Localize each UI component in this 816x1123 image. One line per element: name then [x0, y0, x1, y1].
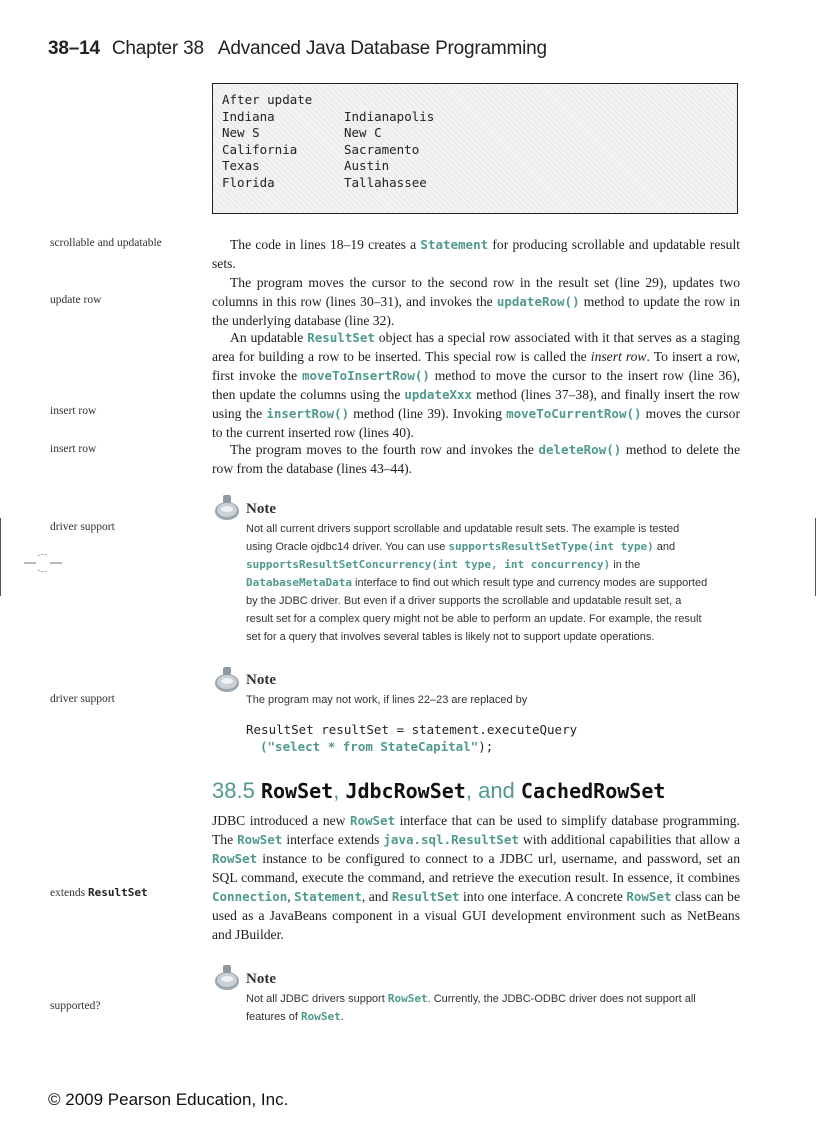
margin-note-scrollable: scrollable and updatable [50, 237, 162, 249]
paragraph-text: JDBC introduced a new [212, 813, 350, 828]
margin-note-extends-text: extends [50, 887, 86, 899]
inline-code: Statement [294, 889, 362, 904]
output-capital: New C [344, 125, 382, 140]
heading-code: RowSet [260, 779, 334, 803]
heading-text: , [333, 778, 346, 803]
output-row [222, 175, 434, 192]
paragraph-text: method to update the row in the underlying database (line 32). [212, 294, 741, 328]
inline-code: updateXxx [404, 387, 473, 402]
paragraph-text: The program moves to the fourth row and invokes the [230, 442, 539, 457]
inline-code: java.sql.ResultSet [383, 832, 519, 847]
inline-code: updateRow() [496, 294, 580, 309]
program-output-box [212, 83, 738, 214]
inline-code: RowSet [626, 889, 672, 904]
inline-code: RowSet [301, 1010, 341, 1023]
chapter-title: Advanced Java Database Programming [217, 38, 547, 59]
heading-code: CachedRowSet [520, 779, 666, 803]
running-header [48, 38, 547, 60]
inline-code: RowSet [212, 851, 258, 866]
paragraph-text: , [287, 889, 295, 904]
output-state: Texas [222, 158, 260, 173]
output-state: Indiana [222, 108, 275, 124]
inline-code: RowSet [349, 813, 396, 828]
output-capital: Indianapolis [344, 108, 435, 124]
code-block [246, 721, 577, 755]
paragraph-text: method (lines 37–38), and finally insert the row using the [212, 387, 740, 421]
output-row [222, 142, 434, 159]
note-icon [212, 664, 242, 694]
section-number: 38.5 [212, 778, 255, 803]
code-text: ); [478, 739, 494, 754]
paragraph-text: An updatable [230, 330, 308, 345]
inline-code: supportsResultSetConcurrency(int type, int concurrency) [246, 558, 611, 571]
margin-note-extends-code: ResultSet [88, 886, 148, 899]
paragraph [212, 273, 740, 330]
paragraph-text: into one interface. A concrete [459, 889, 627, 904]
heading-text: , and [465, 778, 521, 803]
paragraph-text: method (line 39). Invoking [349, 406, 507, 421]
inline-code: insertRow() [266, 406, 350, 421]
section-heading [212, 778, 665, 804]
inline-code: Connection [212, 889, 288, 904]
paragraph-text: The program moves the cursor to the second row in the result set (line 29), updates two columns in this row (lines 30–31), and invokes the [212, 275, 740, 309]
registration-mark-icon [22, 548, 66, 578]
margin-note-insert-row: insert row [50, 443, 97, 455]
paragraph [212, 235, 740, 273]
note-body [246, 520, 708, 646]
paragraph-text: , and [361, 889, 392, 904]
note-text: . [340, 1011, 344, 1023]
note-text: interface to find out which result type and currency modes are supported by the JDBC driver. But even if a driver supports the scrollable and updatable result set, a result set for a complex query might not be able to perform an update. For example, the result set for a query that involves several tables is likely not to support update operations. [246, 577, 708, 643]
code-string: ("select * from StateCapital" [260, 739, 479, 754]
emphasis-term: insert row [590, 349, 647, 364]
paragraph [212, 328, 740, 442]
paragraph-text: for producing scrollable and updatable result sets. [212, 237, 741, 271]
output-row [222, 109, 434, 126]
paragraph-text: interface extends [282, 832, 384, 847]
note-title: Note [246, 971, 276, 987]
note-title: Note [246, 501, 276, 517]
note-title: Note [246, 672, 276, 688]
output-title: After update [222, 92, 313, 107]
note-icon [212, 962, 242, 992]
paragraph-text: moves the cursor to the current inserted row (lines 40). [212, 406, 740, 440]
paragraph-text: with additional capabilities that allow a [518, 832, 740, 847]
inline-code: RowSet [237, 832, 283, 847]
paragraph-text: interface that can be used to simplify database programming. The [212, 813, 740, 847]
output-capital: Tallahassee [344, 174, 427, 190]
paragraph [212, 440, 740, 478]
note-text: Not all JDBC drivers support [246, 993, 388, 1005]
margin-note-insert-row: insert row [50, 405, 97, 417]
paragraph-text: method to move the cursor to the insert row (line 36), then update the columns using the [212, 368, 740, 402]
inline-code: moveToCurrentRow() [506, 406, 642, 421]
margin-note-update-row: update row [50, 294, 102, 306]
code-line [246, 738, 577, 755]
note-icon [212, 492, 242, 522]
output-row [222, 158, 434, 175]
paragraph-text: . To insert a row, first invoke the [212, 349, 740, 383]
output-row [222, 125, 434, 142]
margin-note-driver-support: driver support [50, 693, 115, 705]
output-state: New S [222, 125, 260, 140]
note-body: The program may not work, if lines 22–23 are replaced by [246, 694, 528, 706]
code-line: ResultSet resultSet = statement.executeQuery [246, 722, 578, 737]
inline-code: supportsResultSetType(int type) [448, 540, 654, 553]
note-body [246, 990, 708, 1026]
paragraph-text: class can be used as a JavaBeans component in a visual GUI development environment such as NetBeans and JBuilder. [212, 889, 741, 942]
note-text: and [653, 541, 676, 553]
margin-note-driver-support: driver support [50, 521, 115, 533]
paragraph-text: The code in lines 18–19 creates a [230, 237, 421, 252]
inline-code: Statement [420, 237, 489, 252]
output-state: California [222, 141, 298, 157]
crop-mark-left [0, 518, 1, 596]
note-text: . Currently, the JDBC-ODBC driver does not support all features of [246, 993, 696, 1023]
copyright-footer: © 2009 Pearson Education, Inc. [48, 1090, 289, 1109]
page-number: 38–14 [48, 38, 100, 59]
output-capital: Austin [344, 158, 390, 173]
paragraph-text: instance to be configured to connect to a JDBC url, username, and password, set an SQL command, execute the command, and retrieve the execution result. In essence, it combines [212, 851, 740, 885]
chapter-label: Chapter 38 [111, 38, 204, 59]
note-text: in the [610, 559, 641, 571]
output-capital: Sacramento [344, 141, 420, 157]
inline-code: RowSet [387, 992, 428, 1005]
inline-code: DatabaseMetaData [246, 576, 352, 589]
inline-code: moveToInsertRow() [301, 368, 430, 383]
inline-code: ResultSet [307, 330, 375, 345]
paragraph-text: method to delete the row from the database (lines 43–44). [212, 442, 740, 476]
inline-code: deleteRow() [538, 442, 622, 457]
note-text: Not all current drivers support scrollable and updatable result sets. The example is tested using Oracle ojdbc14 driver. You can use [246, 523, 680, 553]
output-state: Florida [222, 174, 275, 190]
margin-note-supported: supported? [50, 1000, 101, 1012]
heading-code: JdbcRowSet [345, 779, 466, 803]
paragraph [212, 811, 740, 944]
paragraph-text: object has a special row associated with it that serves as a staging area for building a row to be inserted. This special row is called the [212, 330, 740, 364]
margin-note-extends [50, 886, 148, 899]
inline-code: ResultSet [391, 889, 460, 904]
